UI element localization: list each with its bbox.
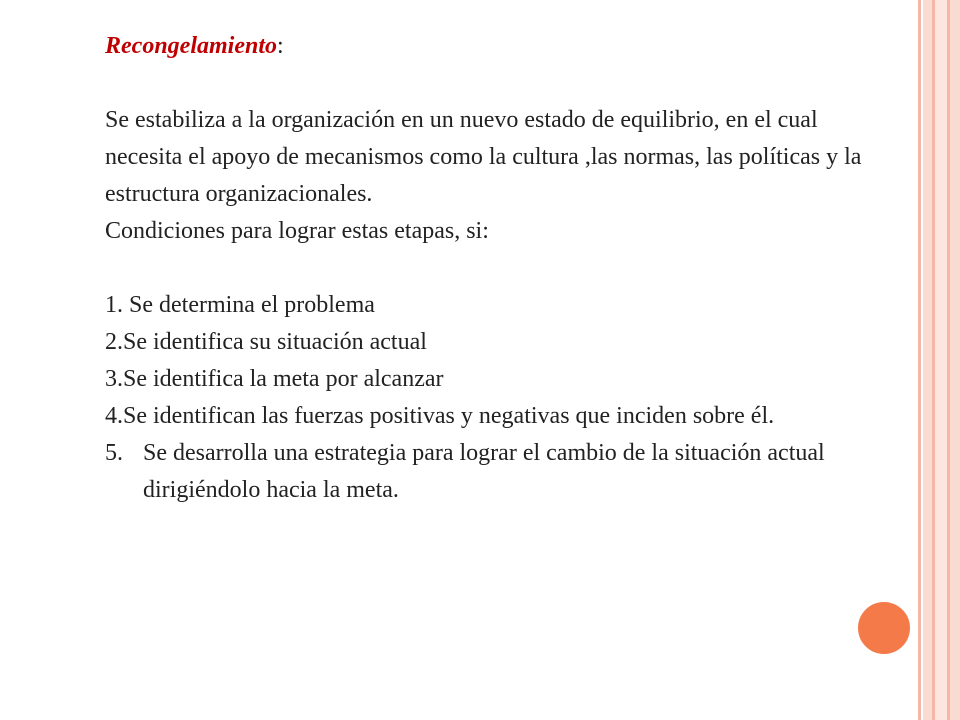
steps-list <box>105 287 865 509</box>
step-number: 5. <box>105 440 123 466</box>
decorative-stripe <box>918 0 921 720</box>
step-item: 4.Se identifican las fuerzas positivas y negativas que inciden sobre él. <box>105 403 775 429</box>
decorative-stripe <box>935 0 947 720</box>
decorative-circle <box>855 599 913 657</box>
heading-colon: : <box>276 33 284 59</box>
conditions-intro: Condiciones para lograr estas etapas, si: <box>105 218 489 244</box>
slide-heading <box>105 28 865 65</box>
step-text: Se desarrolla una estrategia para lograr el cambio de la situación actual dirigiéndolo hacia la meta. <box>143 440 825 503</box>
decorative-stripe <box>950 0 960 720</box>
slide-body <box>105 28 865 509</box>
heading-text: Recongelamiento <box>105 33 277 59</box>
description-paragraph: Se estabiliza a la organización en un nuevo estado de equilibrio, en el cual necesita el apoyo de mecanismos como la cultura ,las normas, las políticas y la estructura organizacionales. <box>105 107 862 207</box>
step-item: 1. Se determina el problema <box>105 292 375 318</box>
spacer <box>105 250 865 287</box>
step-item: 3.Se identifica la meta por alcanzar <box>105 366 444 392</box>
step-item: 2.Se identifica su situación actual <box>105 329 427 355</box>
spacer <box>105 65 865 102</box>
step-item <box>105 435 865 509</box>
decorative-stripe <box>923 0 932 720</box>
